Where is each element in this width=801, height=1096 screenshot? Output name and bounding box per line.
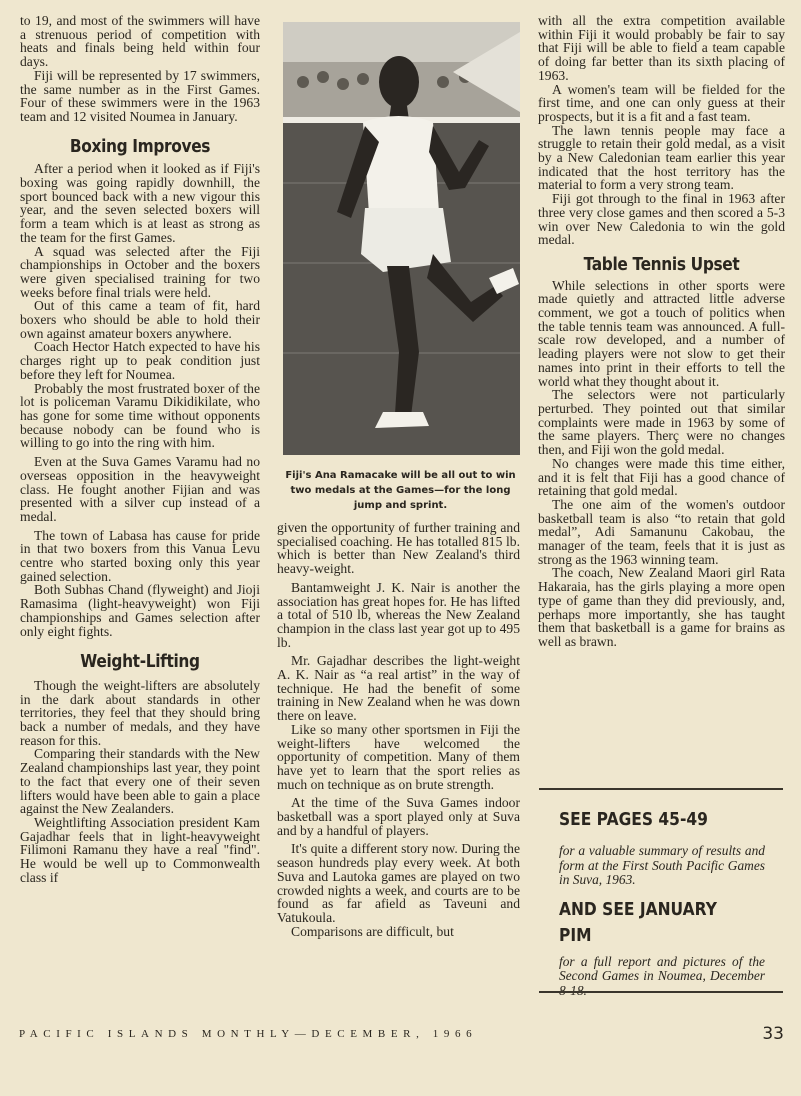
article-paragraph: Weightlifting Association president Kam Gajadhar feels that in light-heavyweight Filimoni Ramanu they have a real "find". He would be well up to Commonwealth class if bbox=[20, 814, 260, 885]
article-paragraph: It's quite a different story now. During the season hundreds play every week. At both Suva and Lautoka games are played on two crowded nights a week, and courts are to be found as far afield as Taveuni and Vatukoula. bbox=[277, 841, 520, 925]
box-top-rule bbox=[539, 788, 783, 790]
article-paragraph: Comparisons are difficult, but bbox=[291, 923, 454, 939]
article-paragraph: Though the weight-lifters are absolutely in the dark about standards in other territories, they feel that they should bring back a number of medals, and they have reason for this. bbox=[20, 677, 260, 748]
article-paragraph: After a period when it looked as if Fiji's boxing was going rapidly downhill, the sport bounced back with a new vigour this year, and the seven selected boxers will form a team which is at least as strong as the team for the first Games. bbox=[20, 161, 260, 245]
article-paragraph: The selectors were not particularly perturbed. They pointed out that similar complaints were made in 1963 by some of the same players. Therç were no changes then, and Fiji won the gold medal. bbox=[538, 387, 785, 458]
article-paragraph: At the time of the Suva Games indoor basketball was a sport played only at Suva and by a handful of players. bbox=[277, 795, 520, 838]
article-paragraph: Probably the most frustrated boxer of the lot is policeman Varamu Dikidikilate, who has gone for some time without opponents because nobody can be found who is willing to go into the ring with him. bbox=[20, 380, 260, 451]
section-heading-weight-lifting: Weight-Lifting bbox=[80, 652, 200, 673]
athlete-photo-illustration bbox=[283, 22, 520, 455]
article-paragraph: A squad was selected after the Fiji championships in October and the boxers were given specialised training for two weeks before final trials were held. bbox=[20, 243, 260, 300]
athlete-photo bbox=[283, 22, 520, 455]
article-paragraph: given the opportunity of further training and specialised coaching. He has totalled 815 lb. which is better than New Zealand's third heavy-weight. bbox=[277, 520, 520, 577]
article-paragraph: Out of this came a team of fit, hard boxers who should be able to hold their own against amateur boxers anywhere. bbox=[20, 298, 260, 341]
see-pages-heading: SEE PAGES 45-49 bbox=[559, 809, 708, 830]
article-paragraph: Comparing their standards with the New Zealand championships last year, they point to the fact that every one of their seven lifters would have been able to gain a place against the New Zealanders. bbox=[20, 746, 260, 817]
column-middle bbox=[277, 521, 520, 938]
article-paragraph: A women's team will be fielded for the first time, and one can only guess at their prospects, but it is a fit and a fast team. bbox=[538, 81, 785, 124]
article-paragraph: Both Subhas Chand (flyweight) and Jioji Ramasima (light-heavyweight) won Fiji championships and Games selection after only eight fights. bbox=[20, 582, 260, 639]
article-paragraph: The coach, New Zealand Maori girl Rata Hakaraia, has the girls playing a more open type of game than they did previously, and, perhaps more importantly, she has taught them that basketball is a game for brains as well as brawn. bbox=[538, 565, 785, 649]
section-heading-boxing: Boxing Improves bbox=[69, 136, 211, 157]
article-paragraph: The town of Labasa has cause for pride in that two boxers from this Vanua Levu centre who started boxing only this year gained selection. bbox=[20, 527, 260, 584]
see-pages-text: for a valuable summary of results and form at the First South Pacific Games in Suva, 1963. bbox=[559, 843, 765, 887]
photo-caption: Fiji's Ana Ramacake will be all out to win two medals at the Games—for the long jump and sprint. bbox=[285, 470, 516, 511]
page-number: 33 bbox=[762, 1024, 784, 1044]
article-paragraph: Fiji will be represented by 17 swimmers, the same number as in the First Games. Four of these swimmers were in the 1963 team and 12 visited Noumea in January. bbox=[20, 67, 260, 124]
article-paragraph: Mr. Gajadhar describes the light-weight A. K. Nair as “a real artist” in the way of technique. He had the benefit of some training in New Zealand when he was down there on leave. bbox=[277, 653, 520, 724]
publication-line: PACIFIC ISLANDS MONTHLY—DECEMBER, 1966 bbox=[19, 1028, 478, 1040]
article-paragraph: The one aim of the women's outdoor basketball team is also “to retain that gold medal”, Adi Samanunu Cakobau, the manager of the team, feels that it is just as strong as the 1963 winning team. bbox=[538, 496, 785, 567]
article-paragraph: The lawn tennis people may face a struggle to retain their gold medal, as a visit by a New Caledonian team earlier this year indicated that the host territory has the material to form a very strong team. bbox=[538, 122, 785, 193]
see-january-heading: AND SEE JANUARY PIM bbox=[559, 898, 717, 946]
see-pages-box bbox=[539, 788, 783, 998]
article-paragraph: Bantamweight J. K. Nair is another the association has great hopes for. He has lifted a total of 510 lb, whereas the New Zealand champion in the class last year got up to 495 lb. bbox=[277, 579, 520, 650]
article-paragraph: with all the extra competition available within Fiji it would probably be fair to say that Fiji will be able to field a team capable of doing far better than its sixth placing of 1963. bbox=[538, 13, 785, 83]
article-paragraph: Even at the Suva Games Varamu had no overseas opposition in the heavyweight class. He fought another Fijian and was presented with a silver cup instead of a medal. bbox=[20, 454, 260, 524]
see-january-text: for a full report and pictures of the Second Games in Noumea, December 8-18. bbox=[559, 953, 765, 998]
article-paragraph: Coach Hector Hatch expected to have his charges right up to peak condition just before they left for Noumea. bbox=[20, 339, 260, 382]
article-paragraph: to 19, and most of the swimmers will have a strenuous period of competition with heats and finals being held within four days. bbox=[20, 13, 260, 70]
page-footer bbox=[19, 1024, 784, 1048]
column-right bbox=[538, 14, 785, 649]
section-heading-table-tennis: Table Tennis Upset bbox=[583, 254, 740, 275]
box-bottom-rule bbox=[539, 991, 783, 993]
article-paragraph: Like so many other sportsmen in Fiji the weight-lifters have welcomed the opportunity of competition. Many of them have yet to learn that the sport relies as much on technique as on brute strength. bbox=[277, 721, 520, 792]
article-paragraph: While selections in other sports were made quietly and attracted little adverse comment, we got a touch of politics when the table tennis team was announced. A full-scale row developed, and a number of leading players were not slow to get their names into print in their efforts to tell the world what they thought about it. bbox=[538, 277, 785, 389]
article-paragraph: Fiji got through to the final in 1963 after three very close games and then scored a 5-3 win over New Caledonia to win the gold medal. bbox=[538, 191, 785, 248]
article-paragraph: No changes were made this time either, and it is felt that Fiji has a good chance of retaining that gold medal. bbox=[538, 455, 785, 499]
column-left bbox=[20, 14, 260, 884]
